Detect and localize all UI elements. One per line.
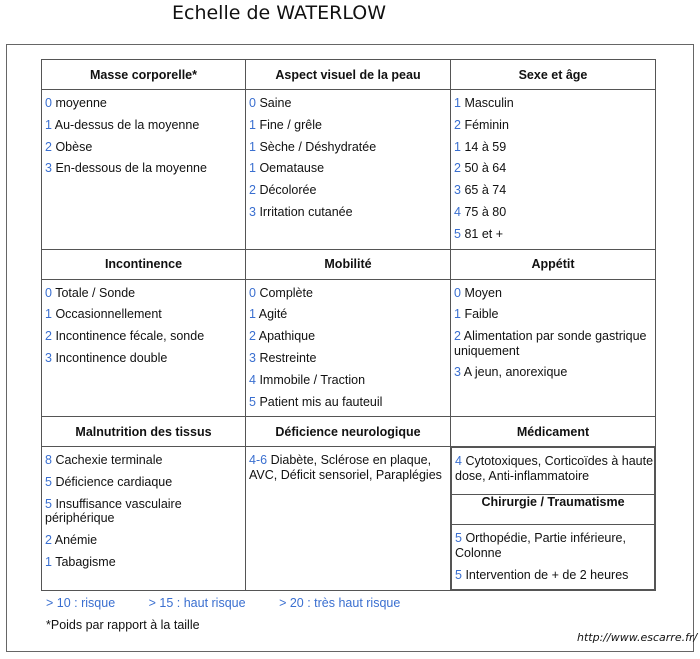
item-label: moyenne bbox=[55, 96, 107, 110]
item-label: 14 à 59 bbox=[464, 139, 507, 154]
item-label: 75 à 80 bbox=[464, 204, 507, 219]
score-value: 4 bbox=[454, 204, 461, 219]
score-value: 0 bbox=[454, 285, 461, 300]
item-label: Obèse bbox=[55, 139, 93, 154]
list-item bbox=[249, 118, 450, 133]
list-item bbox=[249, 140, 450, 155]
list-item bbox=[454, 227, 655, 242]
list-masse bbox=[42, 90, 245, 176]
list-incontinence bbox=[42, 280, 245, 366]
header-masse: Masse corporelle* bbox=[42, 60, 246, 90]
score-value: 2 bbox=[45, 329, 52, 344]
score-value: 3 bbox=[45, 161, 52, 176]
item-label: En-dessous de la moyenne bbox=[55, 161, 207, 176]
score-value: 1 bbox=[45, 307, 52, 322]
score-value: 1 bbox=[249, 117, 256, 132]
item-label: Complète bbox=[259, 285, 313, 300]
footnote: *Poids par rapport à la taille bbox=[46, 618, 200, 632]
item-label: Intervention de + de 2 heures bbox=[465, 567, 629, 582]
list-item bbox=[45, 96, 245, 111]
item-label: Agité bbox=[258, 307, 288, 322]
list-item bbox=[249, 286, 450, 301]
item-label: Oematause bbox=[259, 161, 325, 176]
header-peau: Aspect visuel de la peau bbox=[246, 60, 451, 90]
list-item bbox=[249, 161, 450, 176]
score-value: 2 bbox=[454, 329, 461, 344]
list-appetit bbox=[451, 280, 655, 380]
score-value: 1 bbox=[249, 307, 256, 322]
list-item bbox=[454, 205, 655, 220]
score-value: 4 bbox=[455, 454, 462, 469]
item-label: Anémie bbox=[54, 533, 98, 548]
item-label: Diabète, Sclérose en plaque, AVC, Déficit sensoriel, Paraplégies bbox=[249, 453, 442, 482]
item-label: Faible bbox=[464, 307, 499, 322]
item-label: Restreinte bbox=[259, 350, 317, 365]
header-mobilite: Mobilité bbox=[246, 249, 451, 279]
list-item bbox=[455, 531, 654, 560]
score-value: 0 bbox=[249, 285, 256, 300]
list-item bbox=[249, 453, 450, 482]
list-item bbox=[454, 365, 655, 380]
item-label: Alimentation par sonde gastrique uniquement bbox=[454, 329, 647, 358]
header-medicament: Médicament bbox=[451, 417, 656, 447]
list-item bbox=[454, 96, 655, 111]
item-label: Immobile / Traction bbox=[259, 372, 366, 387]
score-value: 3 bbox=[454, 365, 461, 380]
list-item bbox=[45, 329, 245, 344]
item-label: 50 à 64 bbox=[464, 161, 507, 176]
score-value: 5 bbox=[454, 226, 461, 241]
score-value: 5 bbox=[45, 475, 52, 490]
score-value: 3 bbox=[249, 350, 256, 365]
waterlow-table bbox=[41, 59, 656, 591]
score-value: 1 bbox=[249, 161, 256, 176]
score-value: 4 bbox=[249, 372, 256, 387]
medic-chirurgie-subtable bbox=[451, 447, 655, 590]
item-label: Cachexie terminale bbox=[55, 453, 163, 468]
list-item bbox=[454, 307, 655, 322]
legend-very-high-risk: > 20 : très haut risque bbox=[279, 596, 401, 610]
list-chirurgie bbox=[452, 525, 654, 582]
item-label: Insuffisance vasculaire périphérique bbox=[45, 496, 182, 526]
item-label: Totale / Sonde bbox=[55, 285, 136, 300]
list-item bbox=[454, 140, 655, 155]
list-item bbox=[249, 96, 450, 111]
list-item bbox=[249, 329, 450, 344]
item-label: Au-dessus de la moyenne bbox=[54, 117, 200, 132]
score-value: 2 bbox=[454, 161, 461, 176]
list-item bbox=[249, 351, 450, 366]
item-label: Masculin bbox=[464, 96, 514, 110]
score-value: 5 bbox=[45, 496, 52, 511]
list-medicament bbox=[452, 448, 654, 483]
score-value: 1 bbox=[45, 555, 52, 570]
item-label: 65 à 74 bbox=[464, 183, 507, 198]
score-value: 5 bbox=[455, 531, 462, 546]
item-label: 81 et + bbox=[464, 226, 504, 241]
item-label: Sèche / Déshydratée bbox=[259, 139, 377, 154]
list-item bbox=[454, 161, 655, 176]
item-label: A jeun, anorexique bbox=[463, 365, 568, 380]
score-value: 4-6 bbox=[249, 453, 268, 468]
list-item bbox=[45, 533, 245, 548]
source-url: http://www.escarre.fr/ bbox=[577, 631, 698, 644]
score-value: 8 bbox=[45, 453, 52, 468]
score-value: 1 bbox=[45, 117, 52, 132]
list-peau bbox=[246, 90, 450, 219]
item-label: Occasionnellement bbox=[55, 307, 162, 322]
score-value: 1 bbox=[454, 307, 461, 322]
header-chirurgie: Chirurgie / Traumatisme bbox=[452, 495, 655, 525]
score-value: 3 bbox=[45, 350, 52, 365]
list-item bbox=[45, 118, 245, 133]
score-value: 1 bbox=[454, 139, 461, 154]
item-label: Patient mis au fauteuil bbox=[259, 394, 383, 409]
list-item bbox=[249, 307, 450, 322]
score-value: 3 bbox=[249, 204, 256, 219]
list-item bbox=[45, 497, 245, 526]
score-value: 2 bbox=[45, 139, 52, 154]
list-item bbox=[45, 307, 245, 322]
header-appetit: Appétit bbox=[451, 249, 656, 279]
list-item bbox=[45, 161, 245, 176]
score-value: 2 bbox=[249, 183, 256, 198]
list-item bbox=[45, 140, 245, 155]
header-malnutrition: Malnutrition des tissus bbox=[42, 417, 246, 447]
page-title: Echelle de WATERLOW bbox=[172, 2, 386, 24]
header-sexe: Sexe et âge bbox=[451, 60, 656, 90]
header-neuro: Déficience neurologique bbox=[246, 417, 451, 447]
item-label: Saine bbox=[259, 96, 292, 110]
item-label: Fine / grêle bbox=[259, 117, 322, 132]
item-label: Cytotoxiques, Corticoïdes à haute dose, Anti-inflammatoire bbox=[455, 454, 654, 483]
item-label: Déficience cardiaque bbox=[55, 475, 173, 490]
score-value: 5 bbox=[249, 394, 256, 409]
legend-risk: > 10 : risque bbox=[46, 596, 116, 610]
score-value: 0 bbox=[249, 96, 256, 110]
list-item bbox=[454, 329, 655, 358]
list-mobilite bbox=[246, 280, 450, 409]
list-item bbox=[45, 475, 245, 490]
item-label: Apathique bbox=[258, 329, 316, 344]
score-value: 3 bbox=[454, 183, 461, 198]
item-label: Décolorée bbox=[259, 183, 317, 198]
legend-high-risk: > 15 : haut risque bbox=[148, 596, 246, 610]
list-item bbox=[454, 286, 655, 301]
item-label: Tabagisme bbox=[55, 555, 116, 570]
list-item bbox=[249, 205, 450, 220]
list-item bbox=[455, 568, 654, 583]
list-item bbox=[45, 351, 245, 366]
score-value: 2 bbox=[45, 533, 52, 548]
score-value: 0 bbox=[45, 285, 52, 300]
list-item bbox=[454, 118, 655, 133]
risk-legend bbox=[46, 596, 430, 610]
list-sexe bbox=[451, 90, 655, 241]
score-value: 5 bbox=[455, 567, 462, 582]
list-malnutrition bbox=[42, 447, 245, 569]
list-item bbox=[249, 183, 450, 198]
list-item bbox=[454, 183, 655, 198]
item-label: Irritation cutanée bbox=[259, 204, 353, 219]
list-item bbox=[249, 373, 450, 388]
score-value: 2 bbox=[454, 117, 461, 132]
item-label: Orthopédie, Partie inférieure, Colonne bbox=[455, 531, 626, 560]
item-label: Féminin bbox=[464, 117, 509, 132]
list-item bbox=[45, 555, 245, 570]
list-item bbox=[455, 454, 654, 483]
item-label: Incontinence fécale, sonde bbox=[55, 329, 205, 344]
header-incontinence: Incontinence bbox=[42, 249, 246, 279]
score-value: 1 bbox=[249, 139, 256, 154]
list-neuro bbox=[246, 447, 450, 482]
list-item bbox=[249, 395, 450, 410]
score-value: 2 bbox=[249, 329, 256, 344]
score-value: 1 bbox=[454, 96, 461, 110]
score-value: 0 bbox=[45, 96, 52, 110]
list-item bbox=[45, 453, 245, 468]
item-label: Incontinence double bbox=[55, 350, 168, 365]
item-label: Moyen bbox=[464, 285, 502, 300]
list-item bbox=[45, 286, 245, 301]
